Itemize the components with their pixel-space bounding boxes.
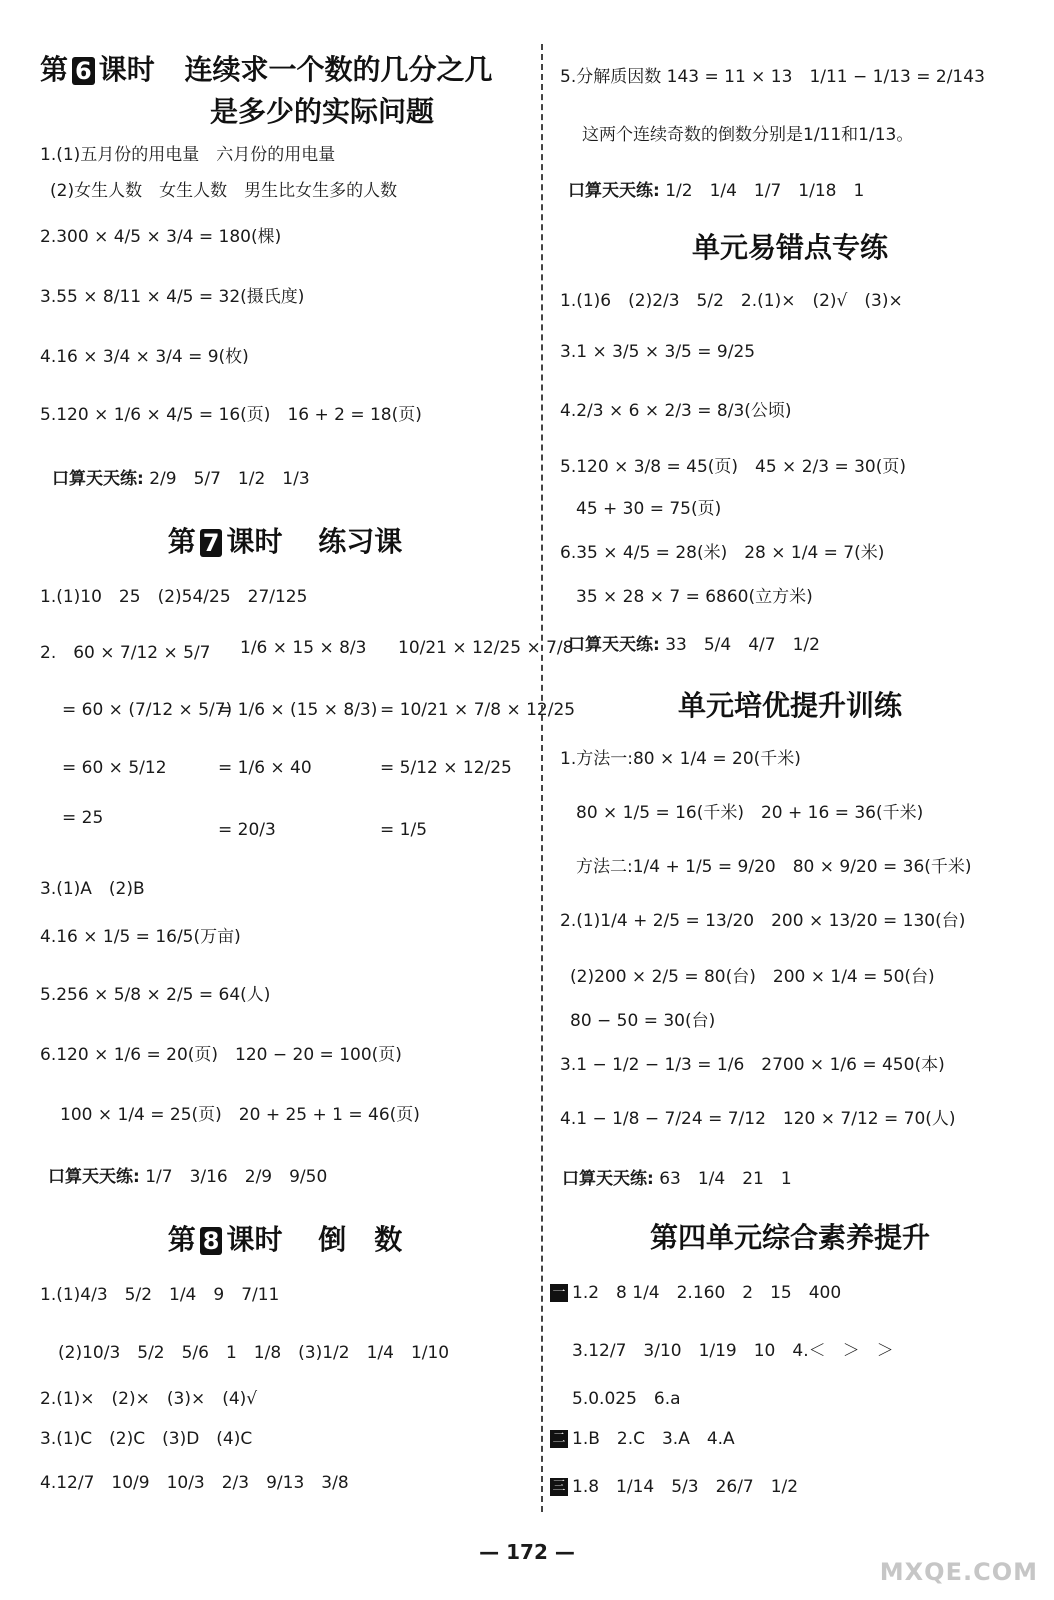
answer-line: 4.12/7 10/9 10/3 2/3 9/13 3/8 [40, 1473, 349, 1493]
answer-line: 1.(1)6 (2)2/3 5/2 2.(1)× (2)√ (3)× [560, 291, 903, 311]
answer-text: 1.2 8 1/4 2.160 2 15 400 [572, 1283, 842, 1303]
answer-line: 6.35 × 4/5 = 28(米) 28 × 1/4 = 7(米) [560, 543, 885, 563]
answer-line: 4.2/3 × 6 × 2/3 = 8/3(公顷) [560, 401, 792, 421]
calc-col2: = 1/6 × 40 [218, 758, 312, 778]
mental-math-line [48, 1162, 327, 1187]
calc-col3: = 5/12 × 12/25 [380, 758, 512, 778]
heading-prefix: 第 [167, 525, 196, 558]
heading-title-line1: 连续求一个数的几分之几 [184, 53, 493, 86]
answer-line: 4.16 × 3/4 × 3/4 = 9(枚) [40, 347, 249, 367]
section-one-marker: 一 [550, 1284, 568, 1302]
answer-line: (2)200 × 2/5 = 80(台) 200 × 1/4 = 50(台) [570, 967, 935, 987]
section-two-marker: 二 [550, 1430, 568, 1448]
mental-math-answers: 33 5/4 4/7 1/2 [665, 635, 820, 655]
calc-col3: = 1/5 [380, 820, 428, 840]
mental-math-label: 口算天天练: [568, 181, 660, 201]
column-divider [541, 44, 543, 1512]
unit4-heading: 第四单元综合素养提升 [649, 1221, 930, 1254]
heading-title: 练习课 [318, 525, 403, 558]
heading-title: 倒 数 [318, 1223, 403, 1256]
answer-line: 35 × 28 × 7 = 6860(立方米) [576, 587, 813, 607]
calc-col1: = 60 × 5/12 [62, 758, 167, 778]
answer-line: 45 + 30 = 75(页) [576, 499, 722, 519]
answer-line: 3.(1)C (2)C (3)D (4)C [40, 1429, 253, 1449]
calc-col3: 10/21 × 12/25 × 7/8 [398, 638, 574, 658]
answer-line: 4.1 − 1/8 − 7/24 = 7/12 120 × 7/12 = 70(人) [560, 1109, 956, 1129]
answer-line: 5.256 × 5/8 × 2/5 = 64(人) [40, 985, 271, 1005]
answer-line: 2.(1)1/4 + 2/5 = 13/20 200 × 13/20 = 130(台) [560, 911, 966, 931]
answer-line: 5.120 × 1/6 × 4/5 = 16(页) 16 + 2 = 18(页) [40, 405, 422, 425]
answer-line: 2.300 × 4/5 × 3/4 = 180(棵) [40, 227, 282, 247]
calc-col1: = 25 [62, 808, 104, 828]
mental-math-answers: 1/7 3/16 2/9 9/50 [145, 1167, 328, 1187]
errors-heading: 单元易错点专练 [691, 231, 888, 264]
answer-line: (2)10/3 5/2 5/6 1 1/8 (3)1/2 1/4 1/10 [58, 1343, 450, 1363]
heading-suffix: 课时 [226, 525, 283, 558]
calc-col2: = 20/3 [218, 820, 276, 840]
heading-prefix: 第 [40, 53, 69, 86]
answer-line: (2)女生人数 女生人数 男生比女生多的人数 [50, 181, 398, 201]
answer-line: 100 × 1/4 = 25(页) 20 + 25 + 1 = 46(页) [60, 1105, 420, 1125]
watermark: MXQE.COM [879, 1558, 1038, 1586]
answer-line [550, 1424, 735, 1449]
calc-col1: = 60 × (7/12 × 5/7) [62, 700, 233, 720]
mental-math-answers: 2/9 5/7 1/2 1/3 [149, 469, 310, 489]
calc-col1: 2. 60 × 7/12 × 5/7 [40, 643, 211, 663]
answer-line: 3.12/7 3/10 1/19 10 4.＜ ＞ ＞ [572, 1341, 894, 1361]
calc-col2: = 1/6 × (15 × 8/3) [218, 700, 378, 720]
mental-math-line [568, 176, 864, 201]
page-number-value: 172 [506, 1540, 548, 1564]
mental-math-line [562, 1164, 792, 1189]
answer-line: 5.120 × 3/8 = 45(页) 45 × 2/3 = 30(页) [560, 457, 907, 477]
left-column [40, 40, 576, 1510]
answer-line: 3.(1)A (2)B [40, 879, 145, 899]
answer-line: 4.16 × 1/5 = 16/5(万亩) [40, 927, 241, 947]
answer-line: 方法二:1/4 + 1/5 = 9/20 80 × 9/20 = 36(千米) [576, 857, 972, 877]
answer-line: 2.(1)× (2)× (3)× (4)√ [40, 1389, 258, 1409]
answer-line: 5.0.025 6.a [572, 1389, 681, 1409]
answer-line: 3.1 × 3/5 × 3/5 = 9/25 [560, 342, 756, 362]
heading-suffix: 课时 [98, 53, 155, 86]
lesson6-heading-line2: 是多少的实际问题 [210, 95, 435, 128]
mental-math-label: 口算天天练: [52, 469, 144, 489]
mental-math-line [52, 464, 310, 489]
right-column [552, 40, 1020, 1510]
answer-line [550, 1472, 798, 1497]
answer-line: 6.120 × 1/6 = 20(页) 120 − 20 = 100(页) [40, 1045, 402, 1065]
answer-line: 80 × 1/5 = 16(千米) 20 + 16 = 36(千米) [576, 803, 924, 823]
mental-math-label: 口算天天练: [568, 635, 660, 655]
lesson6-heading [40, 48, 493, 88]
calc-col2: 1/6 × 15 × 8/3 [240, 638, 367, 658]
mental-math-line [568, 630, 820, 655]
answer-line [550, 1278, 841, 1303]
lesson-number-badge: 8 [200, 1227, 223, 1255]
heading-suffix: 课时 [226, 1223, 283, 1256]
mental-math-answers: 63 1/4 21 1 [659, 1169, 792, 1189]
answer-line: 5.分解质因数 143 = 11 × 13 1/11 − 1/13 = 2/143 [560, 67, 985, 87]
answer-line: 这两个连续奇数的倒数分别是1/11和1/13。 [582, 125, 914, 145]
answer-line: 1.方法一:80 × 1/4 = 20(千米) [560, 749, 801, 769]
page-number: — 172 — [479, 1540, 575, 1564]
section-three-marker: 三 [550, 1478, 568, 1496]
lesson8-heading [40, 1218, 530, 1258]
lesson-number-badge: 7 [200, 529, 223, 557]
mental-math-answers: 1/2 1/4 1/7 1/18 1 [665, 181, 865, 201]
calc-col3: = 10/21 × 7/8 × 12/25 [380, 700, 576, 720]
answer-line: 1.(1)4/3 5/2 1/4 9 7/11 [40, 1285, 280, 1305]
advance-heading: 单元培优提升训练 [677, 689, 902, 722]
heading-prefix: 第 [167, 1223, 196, 1256]
lesson-number-badge: 6 [72, 57, 95, 85]
mental-math-label: 口算天天练: [48, 1167, 140, 1187]
mental-math-label: 口算天天练: [562, 1169, 654, 1189]
answer-line: 1.(1)10 25 (2)54/25 27/125 [40, 587, 308, 607]
answer-text: 1.8 1/14 5/3 26/7 1/2 [572, 1477, 799, 1497]
answer-line: 3.1 − 1/2 − 1/3 = 1/6 2700 × 1/6 = 450(本) [560, 1055, 945, 1075]
answer-line: 3.55 × 8/11 × 4/5 = 32(摄氏度) [40, 287, 305, 307]
answer-text: 1.B 2.C 3.A 4.A [572, 1429, 735, 1449]
answer-line: 1.(1)五月份的用电量 六月份的用电量 [40, 145, 336, 165]
answer-line: 80 − 50 = 30(台) [570, 1011, 716, 1031]
lesson7-heading [40, 520, 530, 560]
